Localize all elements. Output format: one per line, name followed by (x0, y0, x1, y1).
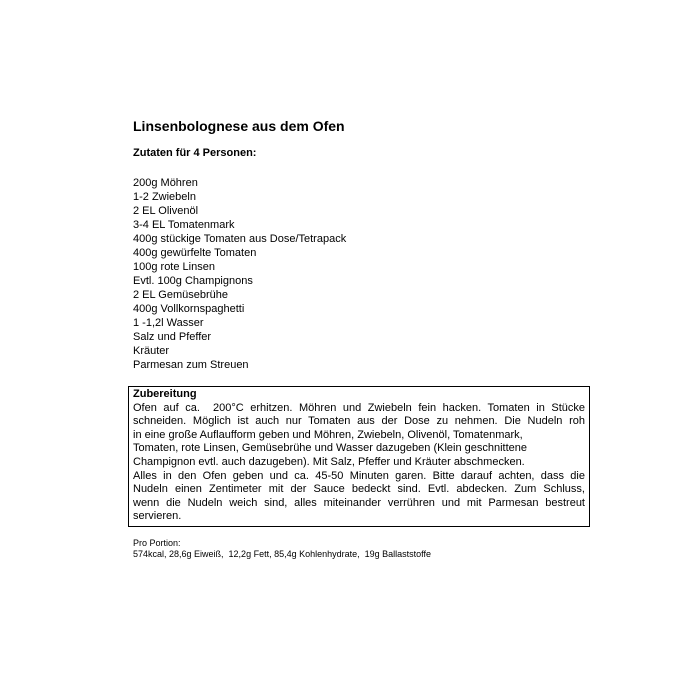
ingredient-line: 400g stückige Tomaten aus Dose/Tetrapack (133, 233, 347, 245)
preparation-line: servieren. (133, 510, 182, 523)
ingredient-line: Kräuter (133, 345, 170, 357)
ingredient-line: 1 -1,2l Wasser (133, 317, 204, 329)
nutrition-heading: Pro Portion: (133, 538, 181, 548)
ingredient-line: 1-2 Zwiebeln (133, 191, 196, 203)
ingredient-line: 100g rote Linsen (133, 261, 215, 273)
ingredient-line: 400g gewürfelte Tomaten (133, 247, 257, 259)
recipe-title: Linsenbolognese aus dem Ofen (133, 118, 345, 134)
preparation-line: wenn die Nudeln weich sind, alles miteinander verrühren und mit Parmesan bestreut (133, 496, 585, 509)
servings-heading: Zutaten für 4 Personen: (133, 147, 257, 159)
ingredient-line: 2 EL Olivenöl (133, 205, 199, 217)
ingredients-list (133, 176, 346, 372)
preparation-line: Nudeln einen Zentimeter mit der Sauce bedeckt sind. Evtl. abdecken. Zum Schluss, (133, 483, 585, 496)
nutrition-values: 574kcal, 28,6g Eiweiß, 12,2g Fett, 85,4g Kohlenhydrate, 19g Ballaststoffe (133, 548, 432, 559)
preparation-line: Alles in den Ofen geben und ca. 45-50 Minuten garen. Bitte darauf achten, dass die (133, 469, 585, 482)
ingredient-line: 2 EL Gemüsebrühe (133, 289, 228, 301)
ingredient-line: Evtl. 100g Champignons (133, 275, 253, 287)
ingredient-line: Parmesan zum Streuen (133, 359, 249, 371)
ingredient-line: Salz und Pfeffer (133, 331, 212, 343)
preparation-line: Tomaten, rote Linsen, Gemüsebrühe und Wasser dazugeben (Klein geschnittene (133, 442, 527, 455)
preparation-line: schneiden. Möglich ist auch nur Tomaten aus der Dose zu nehmen. Die Nudeln roh (133, 415, 585, 428)
preparation-line: in eine große Auflaufform geben und Möhren, Zwiebeln, Olivenöl, Tomatenmark, (133, 428, 523, 441)
preparation-heading: Zubereitung (133, 388, 197, 400)
preparation-line: Ofen auf ca. 200°C erhitzen. Möhren und Zwiebeln fein hacken. Tomaten in Stücke (133, 401, 585, 414)
preparation-box (128, 386, 590, 527)
ingredient-line: 400g Vollkornspaghetti (133, 303, 245, 315)
preparation-line: Champignon evtl. auch dazugeben). Mit Salz, Pfeffer und Kräuter abschmecken. (133, 455, 525, 468)
ingredient-line: 3-4 EL Tomatenmark (133, 219, 235, 231)
ingredient-line: 200g Möhren (133, 177, 198, 189)
nutrition-section (133, 538, 431, 559)
